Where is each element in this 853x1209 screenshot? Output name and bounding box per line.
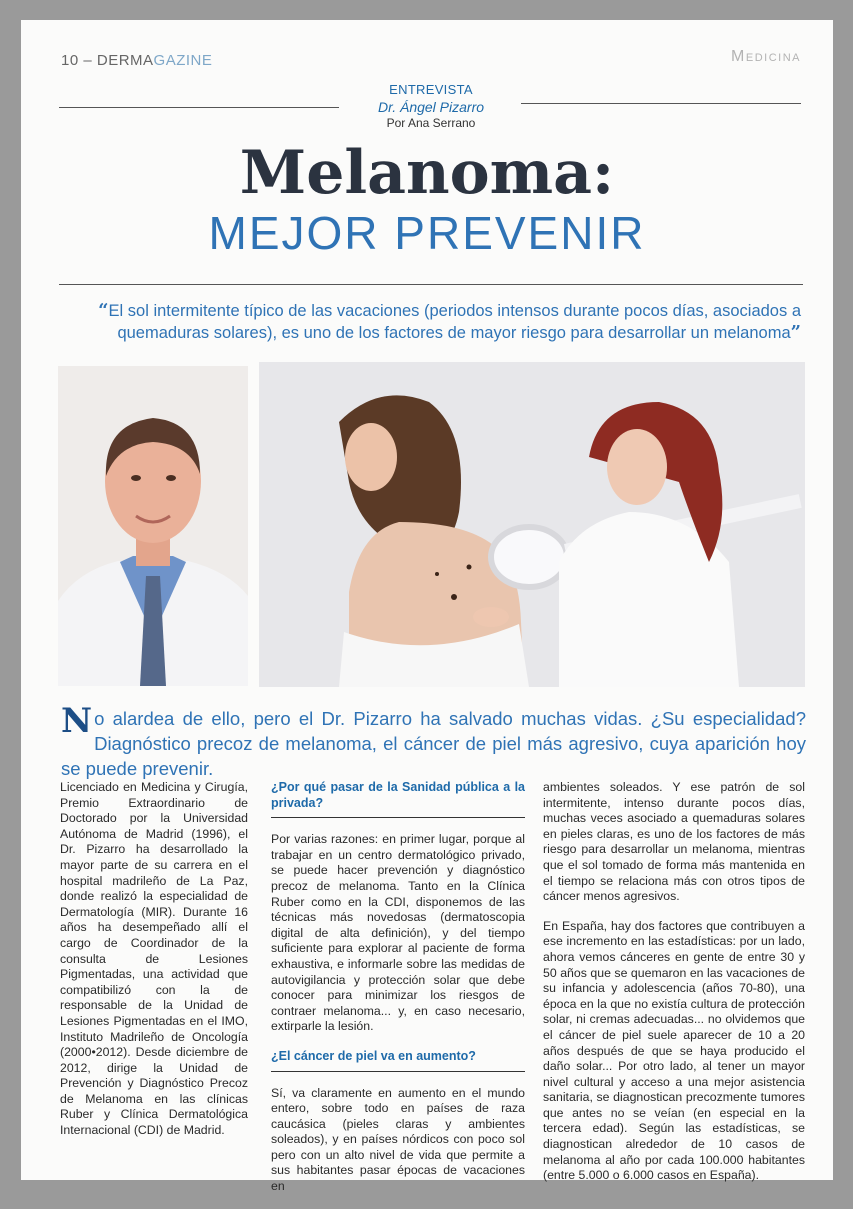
page-header: [61, 52, 212, 69]
question-heading: ¿Por qué pasar de la Sanidad pública a la privada?: [271, 780, 525, 810]
byline: [341, 82, 521, 130]
article-subtitle: MEJOR PREVENIR: [208, 207, 646, 259]
section-label: Medicina: [731, 48, 801, 65]
intro-paragraph: [61, 701, 806, 781]
magazine-brand-suffix: GAZINE: [153, 52, 213, 69]
column-1: [60, 780, 248, 1153]
bio-paragraph: Licenciado en Medicina y Cirugía, Premio Extraordinario de Doctorado por la Universidad Autónoma de Madrid (1996), el Dr. Pizarro ha desarrollado la mayor parte de su carrera en el hospital madrileño de La Paz, donde realizó la especialidad de Dermatología (MIR). Durante 16 años ha desempeñado allí el cargo de Coordinador de la consulta de Lesiones Pigmentadas, una actividad que compatibilizó con la de responsable de la Unidad de Lesiones Pigmentadas en el IMO, Instituto Madrileño de Oncología (2000•2012). Desde diciembre de 2012, dirige la Unidad de Prevención y Diagnóstico Precoz de Melanoma en las clínicas Ruber y Clínica Dermatológica Internacional (CDI) de Madrid.: [60, 780, 248, 1138]
drop-cap: N: [61, 701, 93, 741]
byline-author: Por Ana Serrano: [386, 116, 476, 130]
answer-paragraph: Por varias razones: en primer lugar, porque al trabajar en un centro dermatológico privado, se puede hacer prevención y diagnóstico precoz de melanoma. Tanto en la Clínica Ruber como en la CDI, disponemos de las técnicas más novedosas (dermatoscopia digital de alta definición), y del tiempo suficiente para explorar al paciente de forma exhaustiva, e informarle sobre las medidas de autovigilancia y protección solar que debe conocer para minimizar los riesgos de contraer melanoma... y, en caso necesario, extirparle la lesión.: [271, 832, 525, 1034]
doctor-portrait-photo: [58, 366, 248, 686]
magazine-page: [21, 20, 833, 1194]
close-quote-mark: ”: [790, 322, 801, 343]
article-title: Melanoma:: [239, 138, 615, 208]
body-paragraph: ambientes soleados. Y ese patrón de sol intermitente, intenso durante pocos días, muchas veces asociado a quemaduras solares en pieles claras, es uno de los factores de más riesgo para desarrollar un melanoma, mientras que el sol tomado de forma más mantenida en el tiempo se relaciona más con otros tipos de cáncer menos agresivos.: [543, 780, 805, 904]
question-heading: ¿El cáncer de piel va en aumento?: [271, 1048, 476, 1063]
divider: [521, 103, 801, 104]
skin-exam-photo: [259, 362, 805, 687]
column-3: [543, 780, 805, 1198]
divider: [59, 284, 803, 285]
open-quote-mark: “: [98, 300, 109, 321]
page-number-label: 10 – DERMA: [61, 52, 154, 69]
body-paragraph: En España, hay dos factores que contribuyen a ese incremento en las estadísticas: por un lado, ahora vemos cánceres en gente de entre 30 y 50 años que se quemaron en las vacaciones de su infancia y adolescencia (años 70-80), una época en la que no existía cultura de protección solar, ni cremas adecuadas... no olvidemos que el cáncer de piel suele aparecer de 10 a 20 años después de que se haya producido el daño solar... Por otro lado, al tener un mayor nivel cultural y acceso a una mejor asistencia sanitaria, se diagnostican precozmente tumores que antes no se veían (en especial en la tercera edad). Según las estadísticas, se diagnostican alrededor de 10 casos de melanoma al año por cada 100.000 habitantes (entre 5.000 o 6.000 casos en España).: [543, 918, 805, 1183]
pull-quote: [69, 300, 801, 344]
divider: [271, 1071, 525, 1072]
byline-doctor: Dr. Ángel Pizarro: [377, 99, 485, 115]
divider: [59, 107, 339, 108]
pull-quote-text: El sol intermitente típico de las vacaciones (periodos intensos durante pocos días, asociados a quemaduras solares), es uno de los factores de mayor riesgo para desarrollar un melanoma: [108, 302, 801, 342]
intro-text: o alardea de ello, pero el Dr. Pizarro ha salvado muchas vidas. ¿Su especialidad? Diagnóstico precoz de melanoma, el cáncer de piel más agresivo, cuya aparición hoy se puede prevenir.: [61, 708, 806, 779]
byline-kicker: ENTREVISTA: [389, 82, 473, 97]
divider: [271, 817, 525, 818]
column-2: [271, 780, 525, 1209]
answer-paragraph: Sí, va claramente en aumento en el mundo entero, sobre todo en países de raza caucásica (pieles claras y ambientes soleados), y en países nórdicos con poco sol pero con un alto nivel de vida que permite a sus habitantes pasar épocas de vacaciones en: [271, 1085, 525, 1194]
